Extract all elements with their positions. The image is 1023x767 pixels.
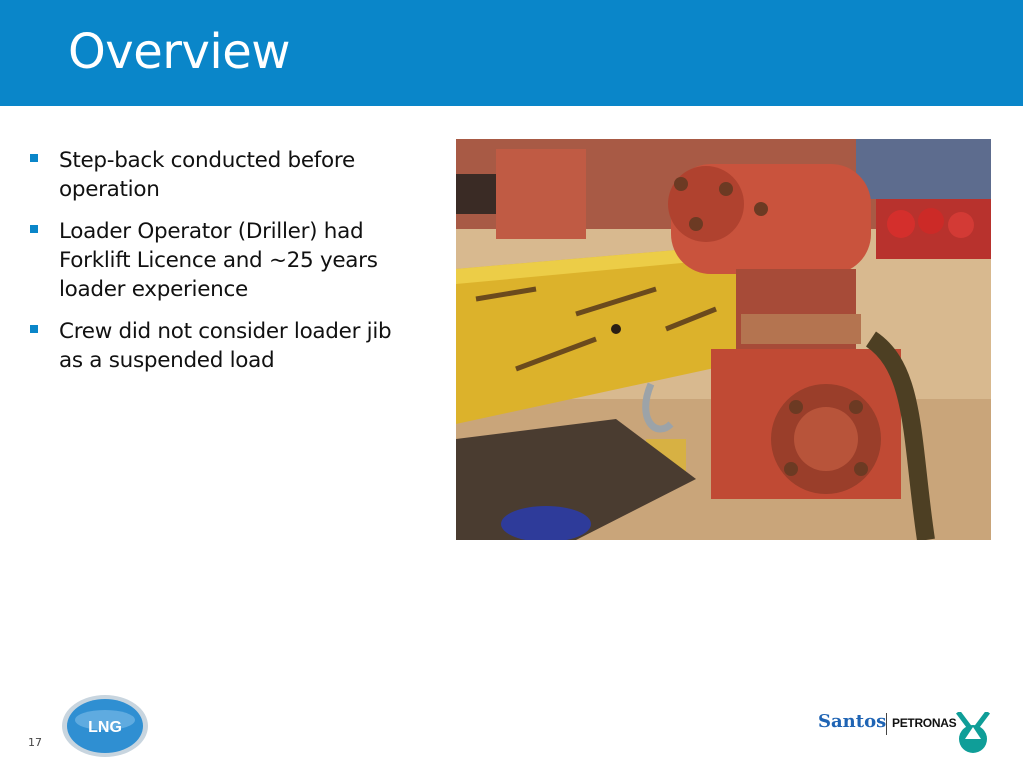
slide-title: Overview bbox=[68, 24, 290, 80]
lng-logo bbox=[60, 694, 150, 762]
bullet-item bbox=[30, 146, 410, 204]
bullet-text: Step-back conducted before operation bbox=[59, 148, 355, 202]
equipment-photo bbox=[456, 139, 991, 540]
page-number: 17 bbox=[28, 736, 42, 749]
bullet-marker-icon bbox=[30, 225, 38, 233]
bullet-text: Loader Operator (Driller) had Forklift Licence and ~25 years loader experience bbox=[59, 219, 378, 302]
petronas-emblem-icon bbox=[955, 712, 991, 760]
header-bar bbox=[0, 0, 1023, 106]
bullet-text: Crew did not consider loader jib as a suspended load bbox=[59, 319, 392, 373]
bullet-marker-icon bbox=[30, 325, 38, 333]
bullet-item bbox=[30, 217, 410, 304]
santos-logo: Santos bbox=[818, 711, 887, 732]
bullet-marker-icon bbox=[30, 154, 38, 162]
bullet-item bbox=[30, 317, 410, 375]
bullet-list bbox=[30, 146, 410, 388]
petronas-logo: PETRONAS bbox=[892, 716, 957, 730]
svg-text:LNG: LNG bbox=[88, 719, 122, 736]
logo-divider bbox=[886, 713, 887, 735]
